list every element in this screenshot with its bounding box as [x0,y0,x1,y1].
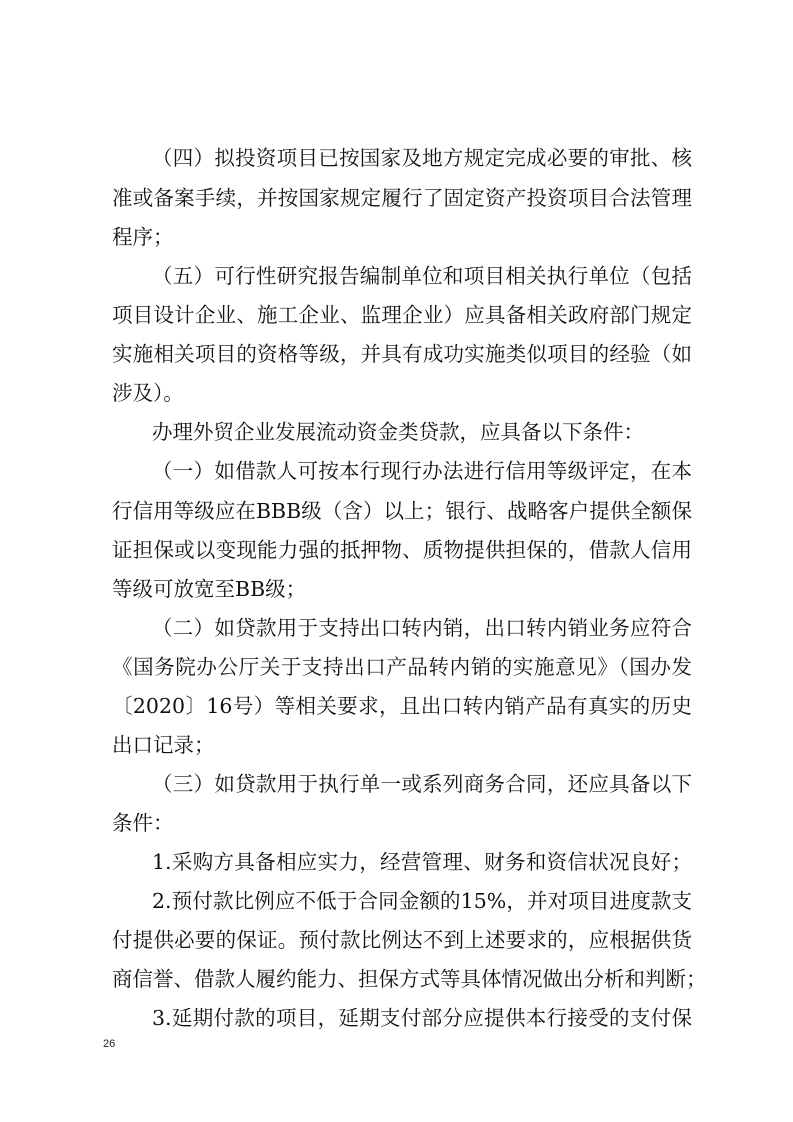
text-line: 项目设计企业、施工企业、监理企业）应具备相关政府部门规定 [112,303,692,327]
text-line: 行信用等级应在BBB级（含）以上；银行、战略客户提供全额保 [112,499,692,523]
text-line: 条件： [112,811,174,835]
text-line: 证担保或以变现能力强的抵押物、质物提供担保的，借款人信用 [112,538,692,562]
text-line: 1.采购方具备相应实力，经营管理、财务和资信状况良好； [152,850,692,874]
text-line: 商信誉、借款人履约能力、担保方式等具体情况做出分析和判断； [112,967,707,991]
text-line: 办理外贸企业发展流动资金类贷款，应具备以下条件： [152,420,644,444]
text-line: （四）拟投资项目已按国家及地方规定完成必要的审批、核 [152,146,692,170]
text-line: 等级可放宽至BB级； [112,577,307,601]
text-line: （二）如贷款用于支持出口转内销，出口转内销业务应符合 [152,616,692,640]
text-line: 付提供必要的保证。预付款比例达不到上述要求的，应根据供货 [112,928,692,952]
text-line: 〔2020〕16号）等相关要求，且出口转内销产品有真实的历史 [112,694,692,718]
text-line: 实施相关项目的资格等级，并具有成功实施类似项目的经验（如 [112,342,692,366]
text-line: 准或备案手续，并按国家规定履行了固定资产投资项目合法管理 [112,186,692,210]
text-line: （一）如借款人可按本行现行办法进行信用等级评定，在本 [152,459,692,483]
text-line: 程序； [112,225,174,249]
page-number: 26 [103,1038,116,1050]
text-line: 出口记录； [112,733,215,757]
text-line: （三）如贷款用于执行单一或系列商务合同，还应具备以下 [152,772,692,796]
text-line: 《国务院办公厅关于支持出口产品转内销的实施意见》（国办发 [112,655,692,679]
text-line: 2.预付款比例应不低于合同金额的15%，并对项目进度款支 [152,889,692,913]
text-line: （五）可行性研究报告编制单位和项目相关执行单位（包括 [152,264,692,288]
text-line: 3.延期付款的项目，延期支付部分应提供本行接受的支付保 [152,1006,692,1030]
text-line: 涉及）。 [112,381,184,405]
